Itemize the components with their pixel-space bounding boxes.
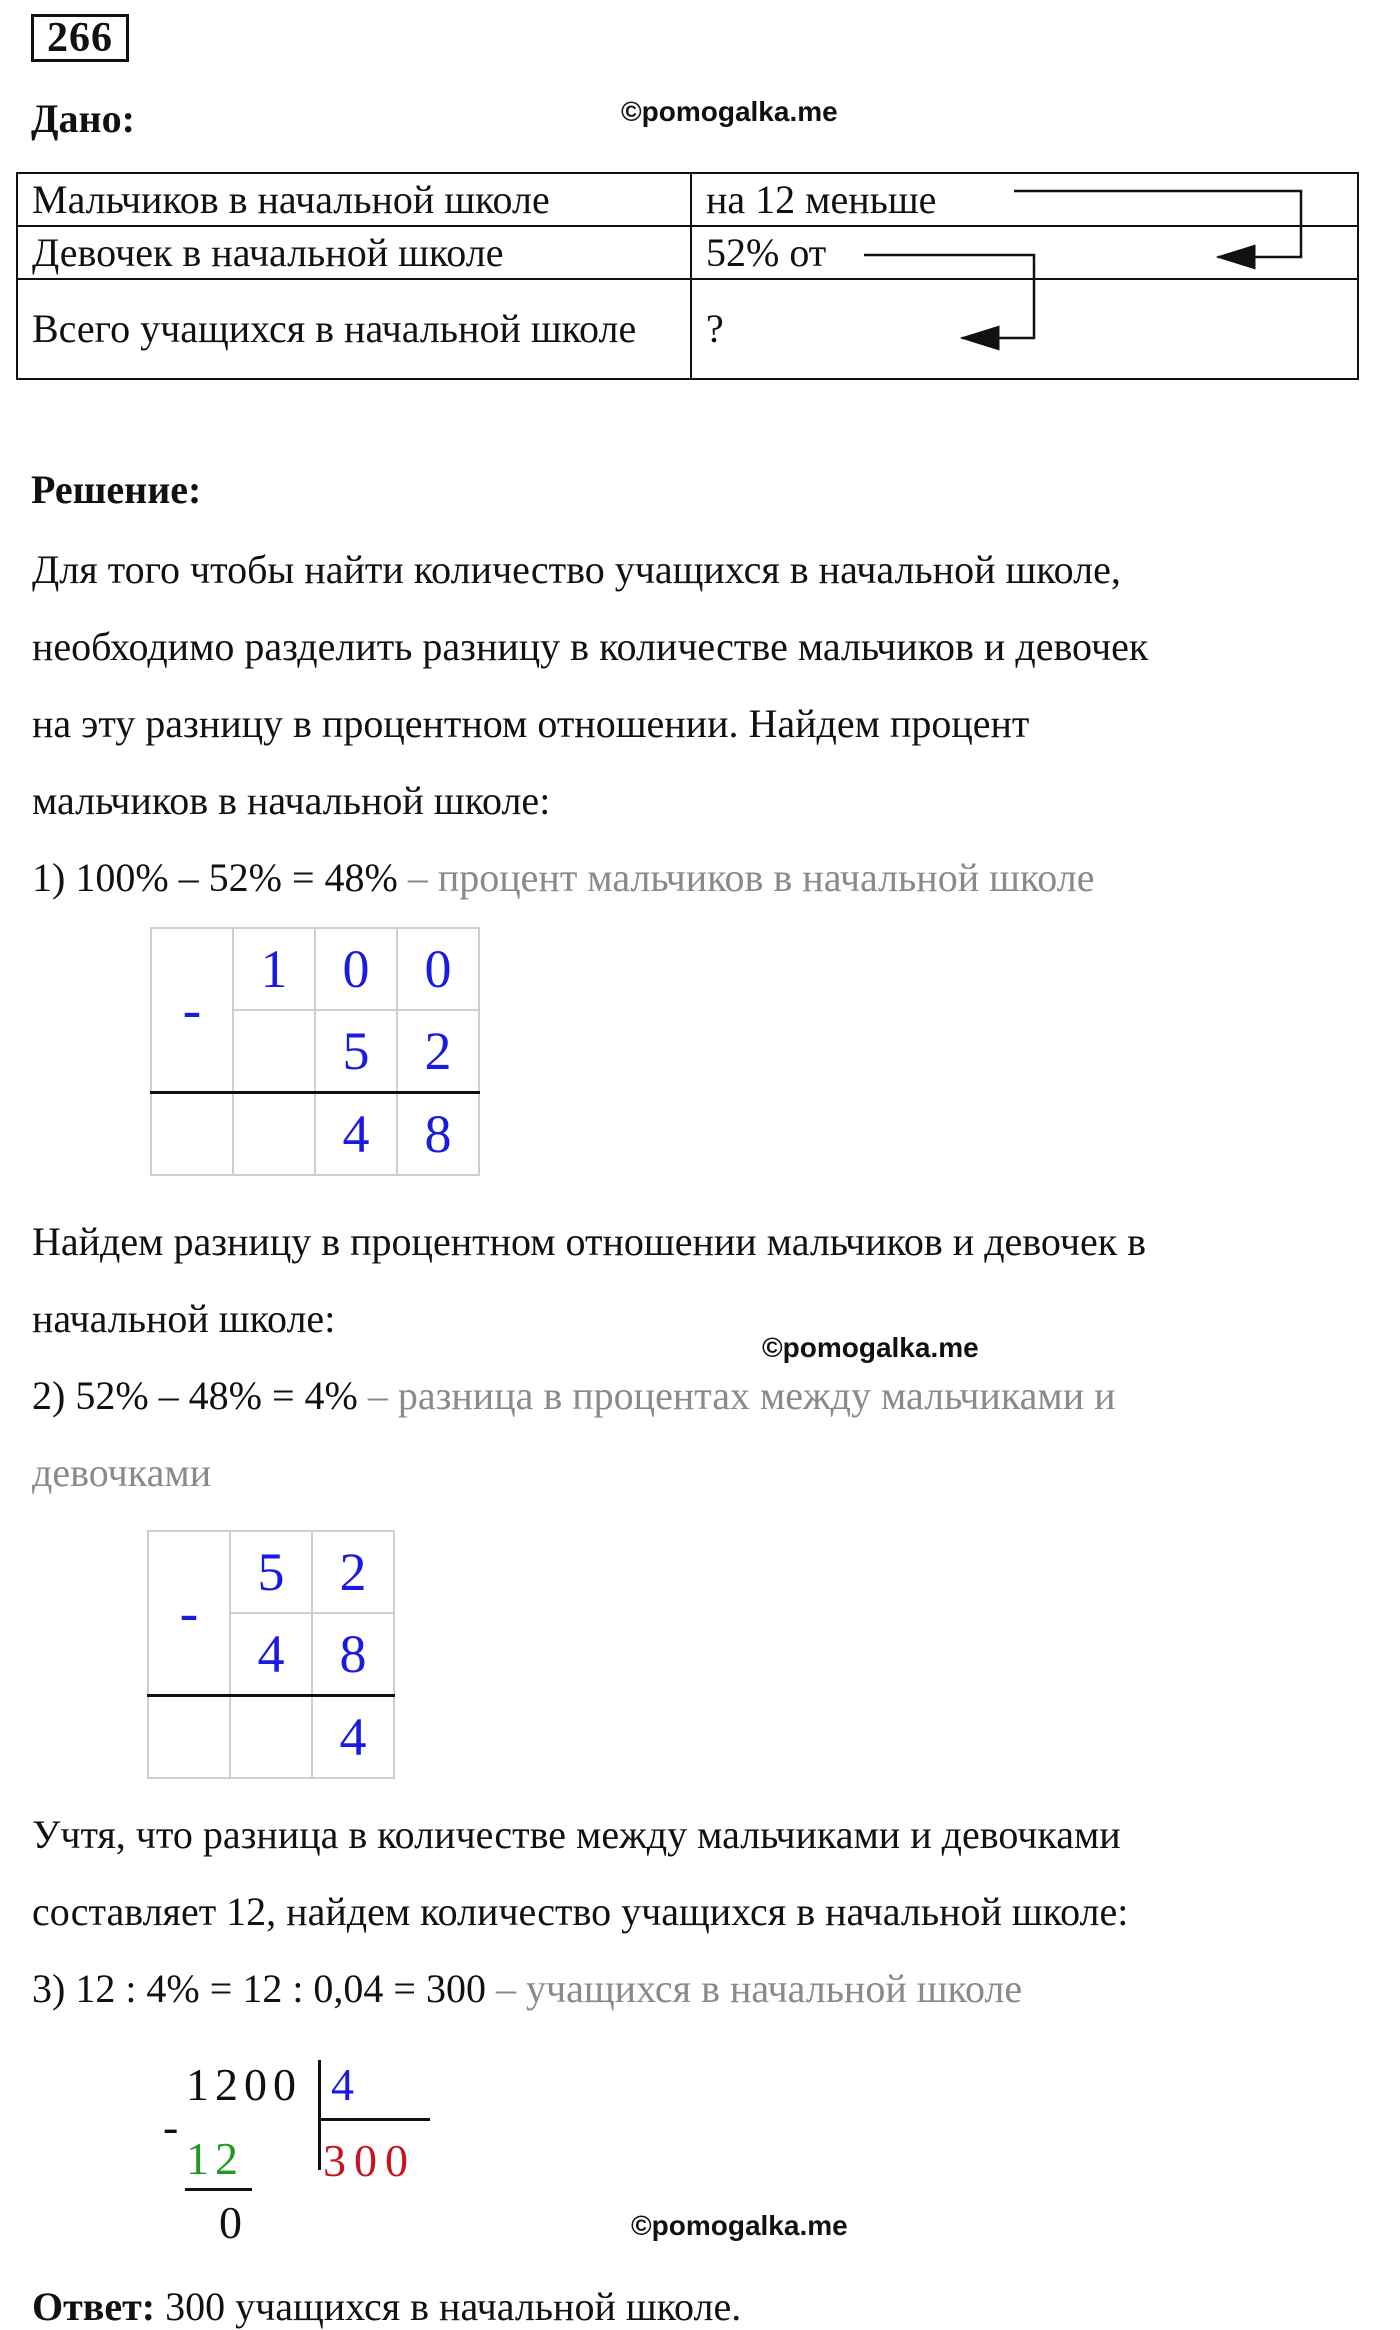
digit-cell: 2 xyxy=(312,1531,394,1613)
watermark-middle: ©pomogalka.me xyxy=(762,1332,979,1363)
division-subtract-line xyxy=(185,2188,252,2191)
solution-intro xyxy=(32,531,1372,916)
watermark-top: ©pomogalka.me xyxy=(621,96,838,127)
given-label-girls: Девочек в начальной школе xyxy=(17,226,691,279)
intro-line: необходимо разделить разницу в количестве мальчиков и девочек xyxy=(32,624,1149,669)
division-minus: - xyxy=(163,2101,179,2152)
division-vertical-line xyxy=(318,2060,321,2170)
arrow-girls-to-total xyxy=(864,255,1034,338)
problem-number: 266 xyxy=(31,14,129,62)
solution-heading: Решение: xyxy=(31,467,202,512)
intro-line: мальчиков в начальной школе: xyxy=(32,778,551,823)
step-2-note: – разница в процентах между мальчиками и xyxy=(357,1373,1116,1418)
given-value-total: ? xyxy=(691,279,1358,379)
digit-cell: 5 xyxy=(315,1010,397,1093)
digit-cell: 8 xyxy=(397,1093,479,1176)
division-horizontal-line xyxy=(318,2118,430,2121)
digit-cell xyxy=(230,1696,312,1779)
subtraction-table-1 xyxy=(150,927,480,1176)
division-quotient: 300 xyxy=(323,2135,416,2186)
text-line: начальной школе: xyxy=(32,1296,336,1341)
digit-cell xyxy=(148,1696,230,1779)
division-remainder: 0 xyxy=(219,2197,242,2248)
digit-cell xyxy=(233,1010,315,1093)
division-dividend: 1200 xyxy=(186,2059,302,2110)
given-value-girls: 52% от xyxy=(691,226,1358,279)
answer-label: Ответ: xyxy=(32,2284,156,2329)
given-heading: Дано: xyxy=(31,96,135,141)
text-line: Найдем разницу в процентном отношении мальчиков и девочек в xyxy=(32,1219,1147,1264)
digit-cell: 4 xyxy=(230,1613,312,1696)
given-arrows xyxy=(0,0,1400,400)
step-1-expression: 1) 100% – 52% = 48% xyxy=(32,855,398,900)
digit-cell: 0 xyxy=(315,928,397,1010)
answer-text: 300 учащихся в начальной школе. xyxy=(155,2284,742,2329)
given-value-boys: на 12 меньше xyxy=(691,173,1358,226)
digit-cell: 2 xyxy=(397,1010,479,1093)
solution-text-3 xyxy=(32,1796,1372,2027)
digit-cell: 5 xyxy=(230,1531,312,1613)
division-subtrahend: 12 xyxy=(186,2133,244,2184)
arrow-boys-to-girls xyxy=(1014,191,1301,257)
step-3 xyxy=(32,1950,1372,2027)
watermark-bottom: ©pomogalka.me xyxy=(631,2210,848,2241)
answer xyxy=(32,2283,741,2330)
text-line: составляет 12, найдем количество учащихся в начальной школе: xyxy=(32,1889,1129,1934)
digit-cell: 1 xyxy=(233,928,315,1010)
solution-text-2 xyxy=(32,1203,1372,1511)
text-line: Учтя, что разница в количестве между мальчиками и девочками xyxy=(32,1812,1121,1857)
step-2-expression: 2) 52% – 48% = 4% xyxy=(32,1373,358,1418)
digit-cell xyxy=(233,1093,315,1176)
digit-cell: 4 xyxy=(312,1696,394,1779)
step-2-note-continued: девочками xyxy=(32,1450,212,1495)
step-1-note: – процент мальчиков в начальной школе xyxy=(397,855,1095,900)
digit-cell: 0 xyxy=(397,928,479,1010)
division-divisor: 4 xyxy=(331,2059,354,2110)
intro-line: Для того чтобы найти количество учащихся в начальной школе, xyxy=(32,547,1121,592)
step-1 xyxy=(32,839,1372,916)
digit-cell xyxy=(151,1093,233,1176)
digit-cell: 4 xyxy=(315,1093,397,1176)
step-2 xyxy=(32,1357,1372,1434)
intro-line: на эту разницу в процентном отношении. Найдем процент xyxy=(32,701,1030,746)
subtraction-table-2 xyxy=(147,1530,395,1779)
step-3-expression: 3) 12 : 4% = 12 : 0,04 = 300 xyxy=(32,1966,486,2011)
given-label-boys: Мальчиков в начальной школе xyxy=(17,173,691,226)
step-3-note: – учащихся в начальной школе xyxy=(485,1966,1023,2011)
digit-cell: 8 xyxy=(312,1613,394,1696)
minus-sign: - xyxy=(151,928,233,1093)
minus-sign: - xyxy=(148,1531,230,1696)
given-label-total: Всего учащихся в начальной школе xyxy=(17,279,691,379)
